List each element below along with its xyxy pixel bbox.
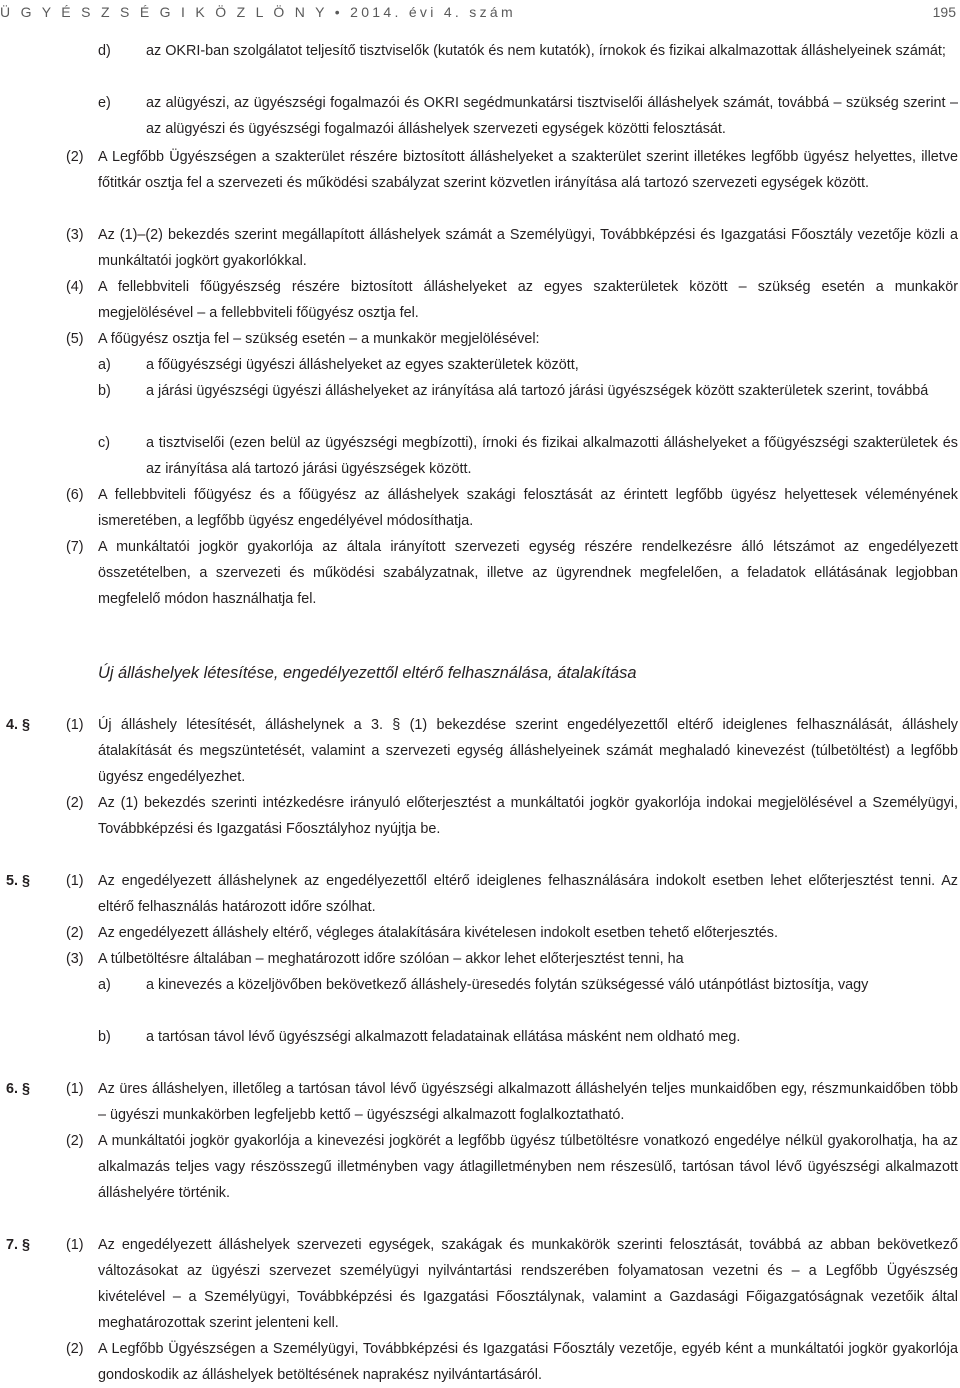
- paragraph-number: (1): [66, 1081, 84, 1097]
- item-marker: d): [98, 43, 111, 59]
- paragraph-number: (3): [66, 951, 84, 967]
- paragraph: A fellebbviteli főügyész és a főügyész az álláshelyek szakági felosztását az érintett legfőbb ügyész helyettesek véleményének ismeretében, a legfőbb ügyész engedélyével módosíthatja.: [98, 487, 958, 529]
- paragraph-number: (1): [66, 717, 84, 733]
- paragraph: Az (1) bekezdés szerinti intézkedésre irányuló előterjesztést a munkáltatói jogkör gyakorlója indokai megjelölésével a Személyügyi, Továbbképzési és Igazgatási Főosztályhoz nyújtja be.: [98, 795, 958, 837]
- paragraph-number: (2): [66, 149, 84, 165]
- section-label: 5. §: [6, 873, 31, 889]
- list-item: a járási ügyészségi ügyészi álláshelyeket az irányítása alá tartozó járási ügyészségek között szakterületek szerint, továbbá: [146, 383, 929, 399]
- paragraph: A főügyész osztja fel – szükség esetén – a munkakör megjelölésével:: [98, 331, 540, 347]
- list-item: a tisztviselői (ezen belül az ügyészségi megbízotti), írnoki és fizikai alkalmazotti álláshelyeket a főügyészségi szakterületek és az irányítása alá tartozó járási ügyészségek között.: [146, 435, 958, 477]
- paragraph-number: (6): [66, 487, 84, 503]
- paragraph-number: (2): [66, 795, 84, 811]
- item-marker: a): [98, 977, 111, 993]
- item-marker: b): [98, 1029, 111, 1045]
- page-number: 195: [932, 4, 956, 20]
- paragraph: A Legfőbb Ügyészségen a Személyügyi, Továbbképzési és Igazgatási Főosztály vezetője, egyéb ként a munkáltatói jogkör gyakorlója gondoskodik az álláshelyek betöltésének naprakész nyilvántartásáról.: [98, 1341, 958, 1383]
- paragraph-number: (3): [66, 227, 84, 243]
- list-item: a tartósan távol lévő ügyészségi alkalmazott feladatainak ellátása másként nem oldható meg.: [146, 1029, 741, 1045]
- list-item: a kinevezés a közeljövőben bekövetkező álláshely-üresedés folytán szükségessé váló utánpótlást biztosítja, vagy: [146, 977, 869, 993]
- section-heading: Új álláshelyek létesítése, engedélyezettől eltérő felhasználása, átalakítása: [98, 664, 637, 682]
- paragraph: A munkáltatói jogkör gyakorlója az általa irányított szervezeti egység részére rendelkezésre álló létszámot az engedélyezett összetételben, a szervezeti és működési szabályzatnak, illetve az ügyrendnek megfelelően, a feladatok ellátásának legjobban megfelelő módon használhatja fel.: [98, 539, 958, 607]
- item-marker: c): [98, 435, 110, 451]
- paragraph: Az engedélyezett álláshely eltérő, végleges átalakítására kivételesen indokolt esetben tehető előterjesztés.: [98, 925, 778, 941]
- paragraph-number: (5): [66, 331, 84, 347]
- list-item: az OKRI-ban szolgálatot teljesítő tisztviselők (kutatók és nem kutatók), írnokok és fizikai alkalmazottak álláshelyeinek számát;: [146, 43, 946, 59]
- paragraph: Az (1)–(2) bekezdés szerint megállapított álláshelyek számát a Személyügyi, Továbbképzési és Igazgatási Főosztály vezetője közli a munkáltatói jogkört gyakorlókkal.: [98, 227, 958, 269]
- paragraph-number: (2): [66, 1133, 84, 1149]
- paragraph: Az engedélyezett álláshelynek az engedélyezettől eltérő ideiglenes felhasználására indokolt esetben lehet előterjesztést tenni. Az eltérő felhasználás határozott időre szólhat.: [98, 873, 958, 915]
- journal-title: Ü G Y É S Z S É G I K Ö Z L Ö N Y • 2014. évi 4. szám: [0, 4, 516, 20]
- paragraph-number: (1): [66, 1237, 84, 1253]
- paragraph-number: (1): [66, 873, 84, 889]
- item-marker: e): [98, 95, 111, 111]
- paragraph-number: (2): [66, 925, 84, 941]
- section-label: 6. §: [6, 1081, 31, 1097]
- list-item: az alügyészi, az ügyészségi fogalmazói és OKRI segédmunkatársi tisztviselői álláshelyek számát, továbbá – szükség szerint – az alügyészi és ügyészségi fogalmazói álláshelyek szervezeti egységek közötti felosztását.: [146, 95, 958, 137]
- paragraph: Az üres álláshelyen, illetőleg a tartósan távol lévő ügyészségi alkalmazott álláshelyén teljes munkaidőben egy, részmunkaidőben több – ügyészi munkakörben legfeljebb kettő – ügyészségi alkalmazott foglalkoztatható.: [98, 1081, 958, 1123]
- paragraph-number: (7): [66, 539, 84, 555]
- list-item: a főügyészségi ügyészi álláshelyeket az egyes szakterületek között,: [146, 357, 579, 373]
- paragraph-number: (4): [66, 279, 84, 295]
- paragraph: A túlbetöltésre általában – meghatározott időre szólóan – akkor lehet előterjesztést tenni, ha: [98, 951, 684, 967]
- paragraph: Új álláshely létesítését, álláshelynek a 3. § (1) bekezdése szerint engedélyezettől eltérő ideiglenes felhasználását, álláshely átalakítását és megszüntetését, valamint a szervezeti egység álláshelyeinek számát meghaladó kinevezést (túlbetöltést) a legfőbb ügyész engedélyezhet.: [98, 717, 958, 785]
- item-marker: b): [98, 383, 111, 399]
- paragraph-number: (2): [66, 1341, 84, 1357]
- paragraph: A fellebbviteli főügyészség részére biztosított álláshelyeket az egyes szakterületek között – szükség esetén a munkakör megjelölésével – a fellebbviteli főügyész osztja fel.: [98, 279, 958, 321]
- paragraph: A munkáltatói jogkör gyakorlója a kinevezési jogkörét a legfőbb ügyész túlbetöltésre vonatkozó engedélye nélkül gyakorolhatja, ha az alkalmazás teljes vagy részösszegű illetményben vagy átlagilletményben nem részesülő, tartósan távol lévő ügyészségi alkalmazott álláshelyére történik.: [98, 1133, 958, 1201]
- paragraph: Az engedélyezett álláshelyek szervezeti egységek, szakágak és munkakörök szerinti felosztását, továbbá az abban bekövetkező változásokat az ügyészi szervezet személyügyi nyilvántartási rendszerében folyamatosan vezetni és – a Legfőbb Ügyészség kivételével – a Személyügyi, Továbbképzési és Igazgatási Főosztálynak, valamint a Gazdasági Főigazgatóságnak vezetőik által meghatározottak szerint jelenteni kell.: [98, 1237, 958, 1331]
- section-label: 4. §: [6, 717, 31, 733]
- item-marker: a): [98, 357, 111, 373]
- page-header: [0, 4, 960, 26]
- paragraph: A Legfőbb Ügyészségen a szakterület részére biztosított álláshelyeket a szakterület szerint illetékes legfőbb ügyész helyettes, illetve főtitkár osztja fel a szervezeti és működési szabályzat szerint közvetlen irányítása alá tartozó szervezeti egységek között.: [98, 149, 958, 191]
- section-label: 7. §: [6, 1237, 31, 1253]
